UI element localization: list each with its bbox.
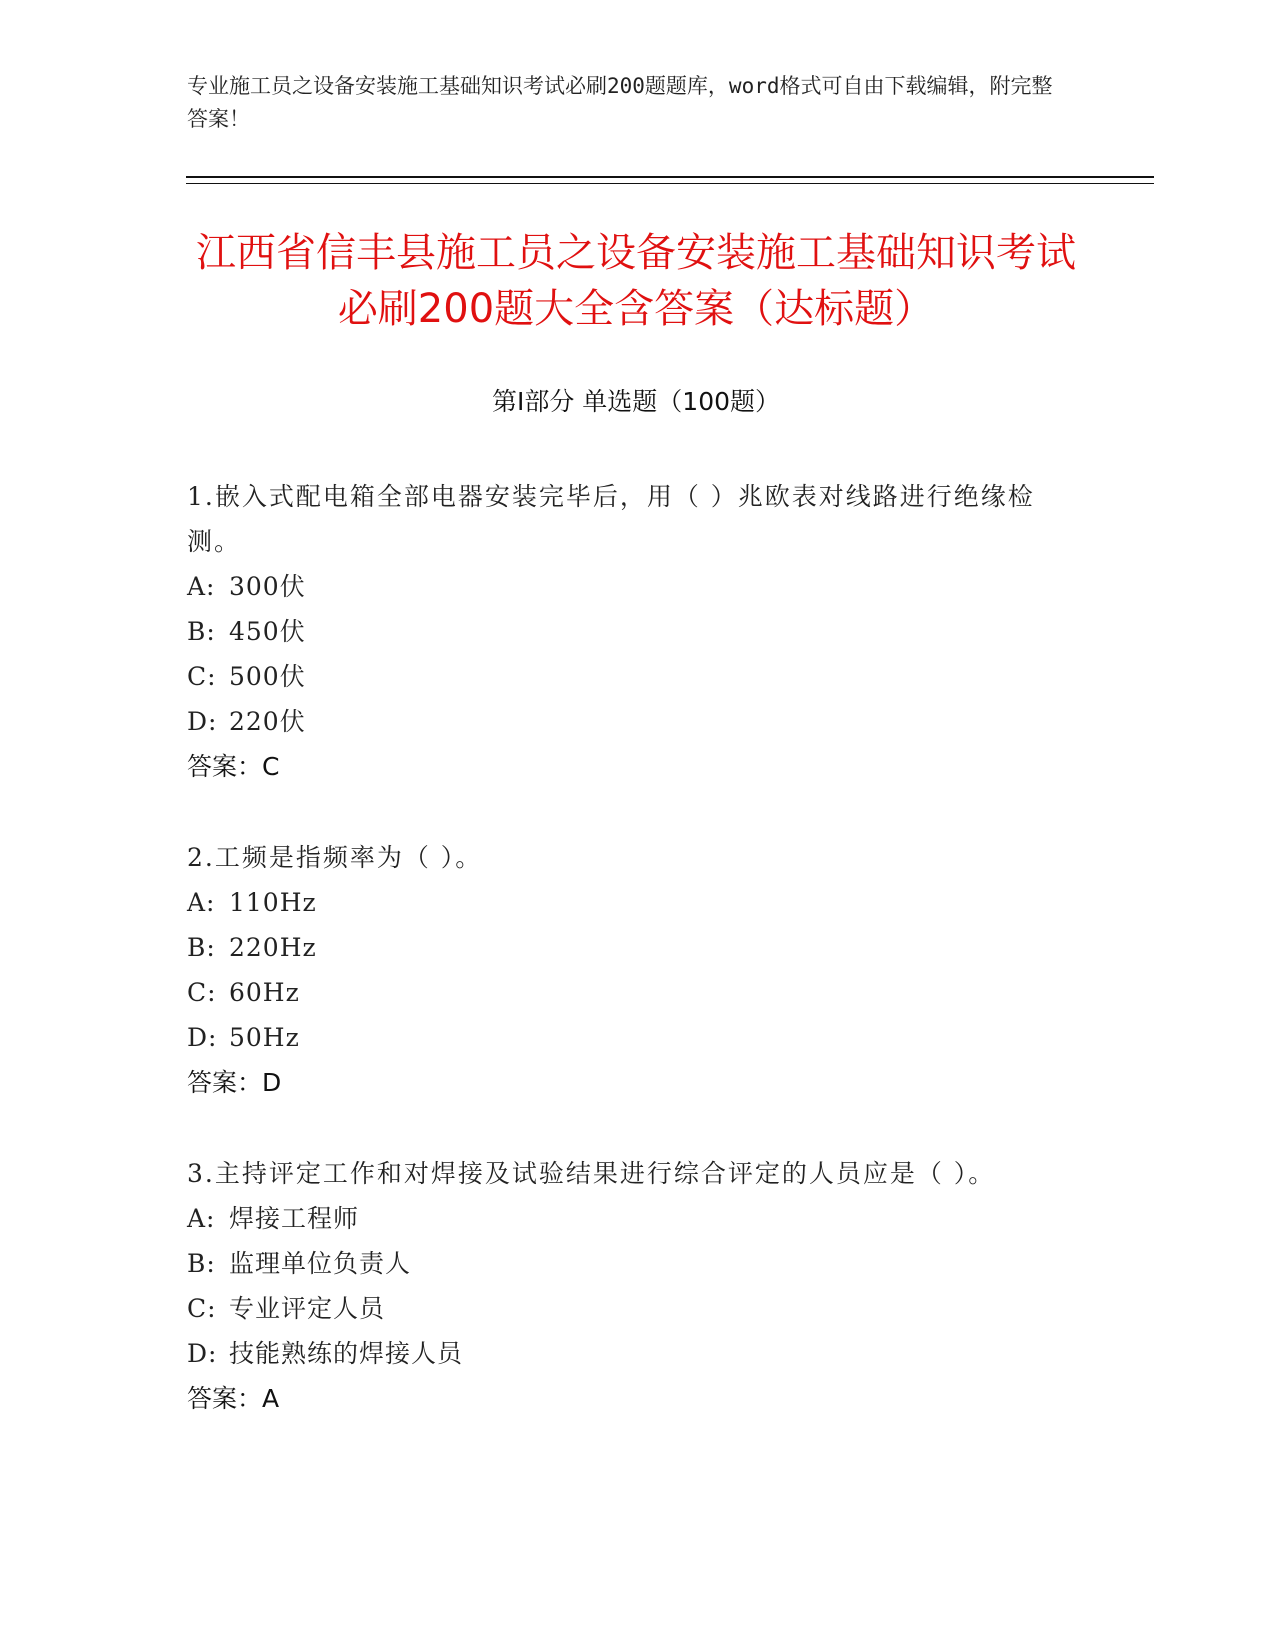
option-c (187, 1286, 1077, 1331)
option-b (187, 925, 1077, 970)
option-text: 220Hz (229, 933, 317, 962)
header-divider-thin (186, 183, 1154, 184)
question-stem: 3.主持评定工作和对焊接及试验结果进行综合评定的人员应是（ ）。 (187, 1159, 996, 1188)
option-key: D: (187, 1339, 218, 1368)
option-d (187, 1015, 1077, 1060)
option-d (187, 1331, 1077, 1376)
question-1 (187, 474, 1077, 789)
option-key: A: (187, 1204, 216, 1233)
option-text: 专业评定人员 (229, 1294, 386, 1323)
option-key: A: (187, 888, 216, 917)
option-key: B: (187, 1249, 216, 1278)
question-list (187, 474, 1077, 1467)
question-stem: 2.工频是指频率为（ ）。 (187, 843, 483, 872)
option-key: A: (187, 572, 216, 601)
question-stem: 1.嵌入式配电箱全部电器安装完毕后，用（ ）兆欧表对线路进行绝缘检测。 (187, 482, 1035, 556)
answer-line: 答案：D (187, 1068, 282, 1097)
option-a (187, 880, 1077, 925)
option-text: 60Hz (229, 978, 300, 1007)
option-a (187, 1196, 1077, 1241)
option-text: 技能熟练的焊接人员 (229, 1339, 464, 1368)
option-text: 110Hz (229, 888, 317, 917)
option-text: 450伏 (229, 617, 306, 646)
option-c (187, 970, 1077, 1015)
option-key: B: (187, 617, 216, 646)
option-b (187, 609, 1077, 654)
question-3 (187, 1151, 1077, 1421)
option-key: C: (187, 1294, 217, 1323)
option-a (187, 564, 1077, 609)
answer-line: 答案：C (187, 752, 280, 781)
header-note: 专业施工员之设备安装施工基础知识考试必刷200题题库，word格式可自由下载编辑，附完整答案！ (187, 74, 1053, 131)
option-text: 220伏 (229, 707, 306, 736)
option-key: C: (187, 978, 217, 1007)
option-text: 300伏 (229, 572, 306, 601)
answer-line: 答案：A (187, 1384, 280, 1413)
option-key: C: (187, 662, 217, 691)
option-key: B: (187, 933, 216, 962)
question-2 (187, 835, 1077, 1105)
option-text: 监理单位负责人 (229, 1249, 412, 1278)
option-text: 50Hz (229, 1023, 300, 1052)
option-c (187, 654, 1077, 699)
header-divider-thick (186, 176, 1154, 178)
option-b (187, 1241, 1077, 1286)
section-title: 第Ⅰ部分 单选题（100题） (491, 387, 781, 416)
option-d (187, 699, 1077, 744)
document-title: 江西省信丰县施工员之设备安装施工基础知识考试必刷200题大全含答案（达标题） (196, 230, 1076, 332)
option-text: 500伏 (229, 662, 306, 691)
option-key: D: (187, 707, 218, 736)
option-text: 焊接工程师 (229, 1204, 360, 1233)
option-key: D: (187, 1023, 218, 1052)
